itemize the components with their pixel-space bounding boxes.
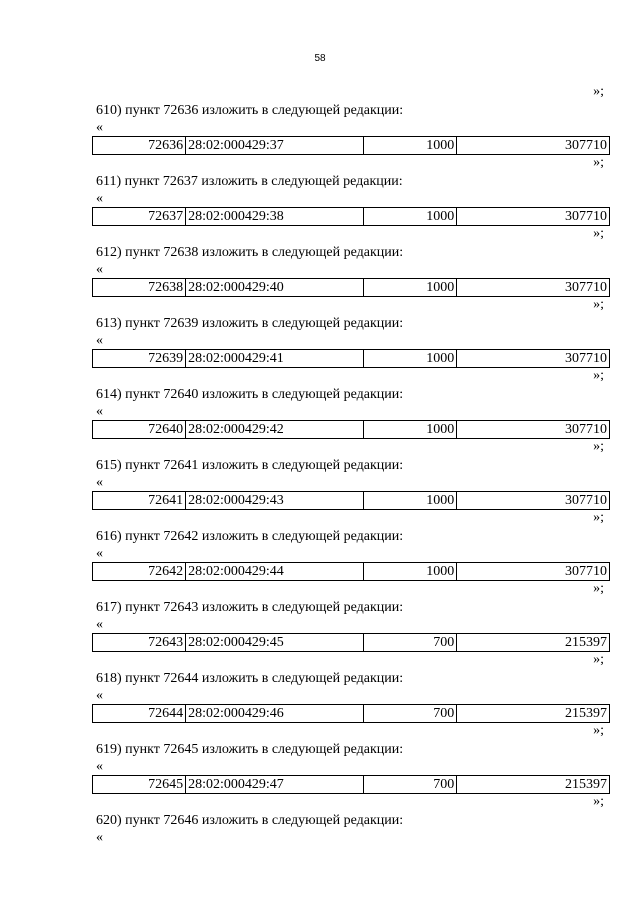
value-cell: 307710: [457, 350, 610, 368]
closing-quote: »;: [593, 155, 604, 170]
value-cell: 307710: [457, 492, 610, 510]
opening-quote: «: [96, 404, 103, 419]
table-row: [93, 776, 610, 794]
amendment-item: [0, 599, 640, 668]
table-row: [93, 705, 610, 723]
register-row-table: [92, 704, 610, 723]
opening-quote: «: [96, 617, 103, 632]
table-row: [93, 634, 610, 652]
amendment-item: [0, 457, 640, 526]
area-cell: 1000: [364, 421, 457, 439]
closing-quote: »;: [593, 581, 604, 596]
item-number-cell: 72637: [93, 208, 186, 226]
area-cell: 700: [364, 705, 457, 723]
cadastral-number-cell: 28:02:000429:41: [186, 350, 364, 368]
amendment-heading: 615) пункт 72641 изложить в следующей редакции:: [96, 458, 404, 473]
area-cell: 1000: [364, 563, 457, 581]
cadastral-number-cell: 28:02:000429:44: [186, 563, 364, 581]
closing-quote: »;: [593, 84, 604, 99]
value-cell: 307710: [457, 421, 610, 439]
amendment-item: [0, 102, 640, 171]
value-cell: 307710: [457, 279, 610, 297]
cadastral-number-cell: 28:02:000429:42: [186, 421, 364, 439]
item-number-cell: 72645: [93, 776, 186, 794]
table-row: [93, 350, 610, 368]
value-cell: 307710: [457, 563, 610, 581]
cadastral-number-cell: 28:02:000429:37: [186, 137, 364, 155]
area-cell: 700: [364, 634, 457, 652]
cadastral-number-cell: 28:02:000429:47: [186, 776, 364, 794]
table-row: [93, 137, 610, 155]
item-number-cell: 72638: [93, 279, 186, 297]
register-row-table: [92, 349, 610, 368]
cadastral-number-cell: 28:02:000429:46: [186, 705, 364, 723]
register-row-table: [92, 775, 610, 794]
area-cell: 1000: [364, 492, 457, 510]
closing-quote: »;: [593, 794, 604, 809]
item-number-cell: 72642: [93, 563, 186, 581]
table-row: [93, 492, 610, 510]
closing-quote: »;: [593, 297, 604, 312]
item-number-cell: 72644: [93, 705, 186, 723]
closing-quote: »;: [593, 439, 604, 454]
opening-quote: «: [96, 546, 103, 561]
table-row: [93, 279, 610, 297]
amendment-heading: 618) пункт 72644 изложить в следующей редакции:: [96, 671, 404, 686]
area-cell: 1000: [364, 279, 457, 297]
amendment-item: [0, 741, 640, 810]
amendment-heading: 616) пункт 72642 изложить в следующей редакции:: [96, 529, 404, 544]
amendment-item: [0, 528, 640, 597]
opening-quote: «: [96, 120, 103, 135]
document-body: [0, 84, 640, 846]
closing-quote: »;: [593, 723, 604, 738]
value-cell: 215397: [457, 776, 610, 794]
opening-quote: «: [96, 262, 103, 277]
amendment-heading: 617) пункт 72643 изложить в следующей редакции:: [96, 600, 404, 615]
item-number-cell: 72643: [93, 634, 186, 652]
amendment-heading: 614) пункт 72640 изложить в следующей редакции:: [96, 387, 404, 402]
area-cell: 1000: [364, 350, 457, 368]
area-cell: 700: [364, 776, 457, 794]
closing-quote: »;: [593, 510, 604, 525]
item-number-cell: 72636: [93, 137, 186, 155]
value-cell: 307710: [457, 137, 610, 155]
amendment-heading: 611) пункт 72637 изложить в следующей редакции:: [96, 174, 403, 189]
amendment-item: [0, 173, 640, 242]
opening-quote: «: [96, 759, 103, 774]
amendment-heading: 620) пункт 72646 изложить в следующей редакции:: [96, 813, 404, 828]
closing-quote: »;: [593, 368, 604, 383]
page-number: 58: [314, 53, 326, 64]
item-number-cell: 72639: [93, 350, 186, 368]
amendment-list: [0, 102, 640, 810]
opening-quote: «: [96, 475, 103, 490]
amendment-heading: 619) пункт 72645 изложить в следующей редакции:: [96, 742, 404, 757]
item-number-cell: 72641: [93, 492, 186, 510]
amendment-item: [0, 315, 640, 384]
opening-quote: «: [96, 333, 103, 348]
item-number-cell: 72640: [93, 421, 186, 439]
amendment-item: [0, 812, 640, 846]
opening-quote: «: [96, 688, 103, 703]
area-cell: 1000: [364, 208, 457, 226]
amendment-heading: 612) пункт 72638 изложить в следующей редакции:: [96, 245, 404, 260]
amendment-heading: 613) пункт 72639 изложить в следующей редакции:: [96, 316, 404, 331]
table-row: [93, 563, 610, 581]
register-row-table: [92, 136, 610, 155]
cadastral-number-cell: 28:02:000429:43: [186, 492, 364, 510]
amendment-item: [0, 670, 640, 739]
value-cell: 215397: [457, 705, 610, 723]
table-row: [93, 421, 610, 439]
cadastral-number-cell: 28:02:000429:38: [186, 208, 364, 226]
amendment-item: [0, 386, 640, 455]
amendment-heading: 610) пункт 72636 изложить в следующей редакции:: [96, 103, 404, 118]
register-row-table: [92, 207, 610, 226]
opening-quote: «: [96, 191, 103, 206]
value-cell: 307710: [457, 208, 610, 226]
opening-quote: «: [96, 830, 103, 845]
area-cell: 1000: [364, 137, 457, 155]
cadastral-number-cell: 28:02:000429:45: [186, 634, 364, 652]
value-cell: 215397: [457, 634, 610, 652]
closing-quote: »;: [593, 226, 604, 241]
amendment-item: [0, 244, 640, 313]
register-row-table: [92, 278, 610, 297]
register-row-table: [92, 562, 610, 581]
table-row: [93, 208, 610, 226]
register-row-table: [92, 633, 610, 652]
register-row-table: [92, 420, 610, 439]
cadastral-number-cell: 28:02:000429:40: [186, 279, 364, 297]
closing-quote: »;: [593, 652, 604, 667]
register-row-table: [92, 491, 610, 510]
